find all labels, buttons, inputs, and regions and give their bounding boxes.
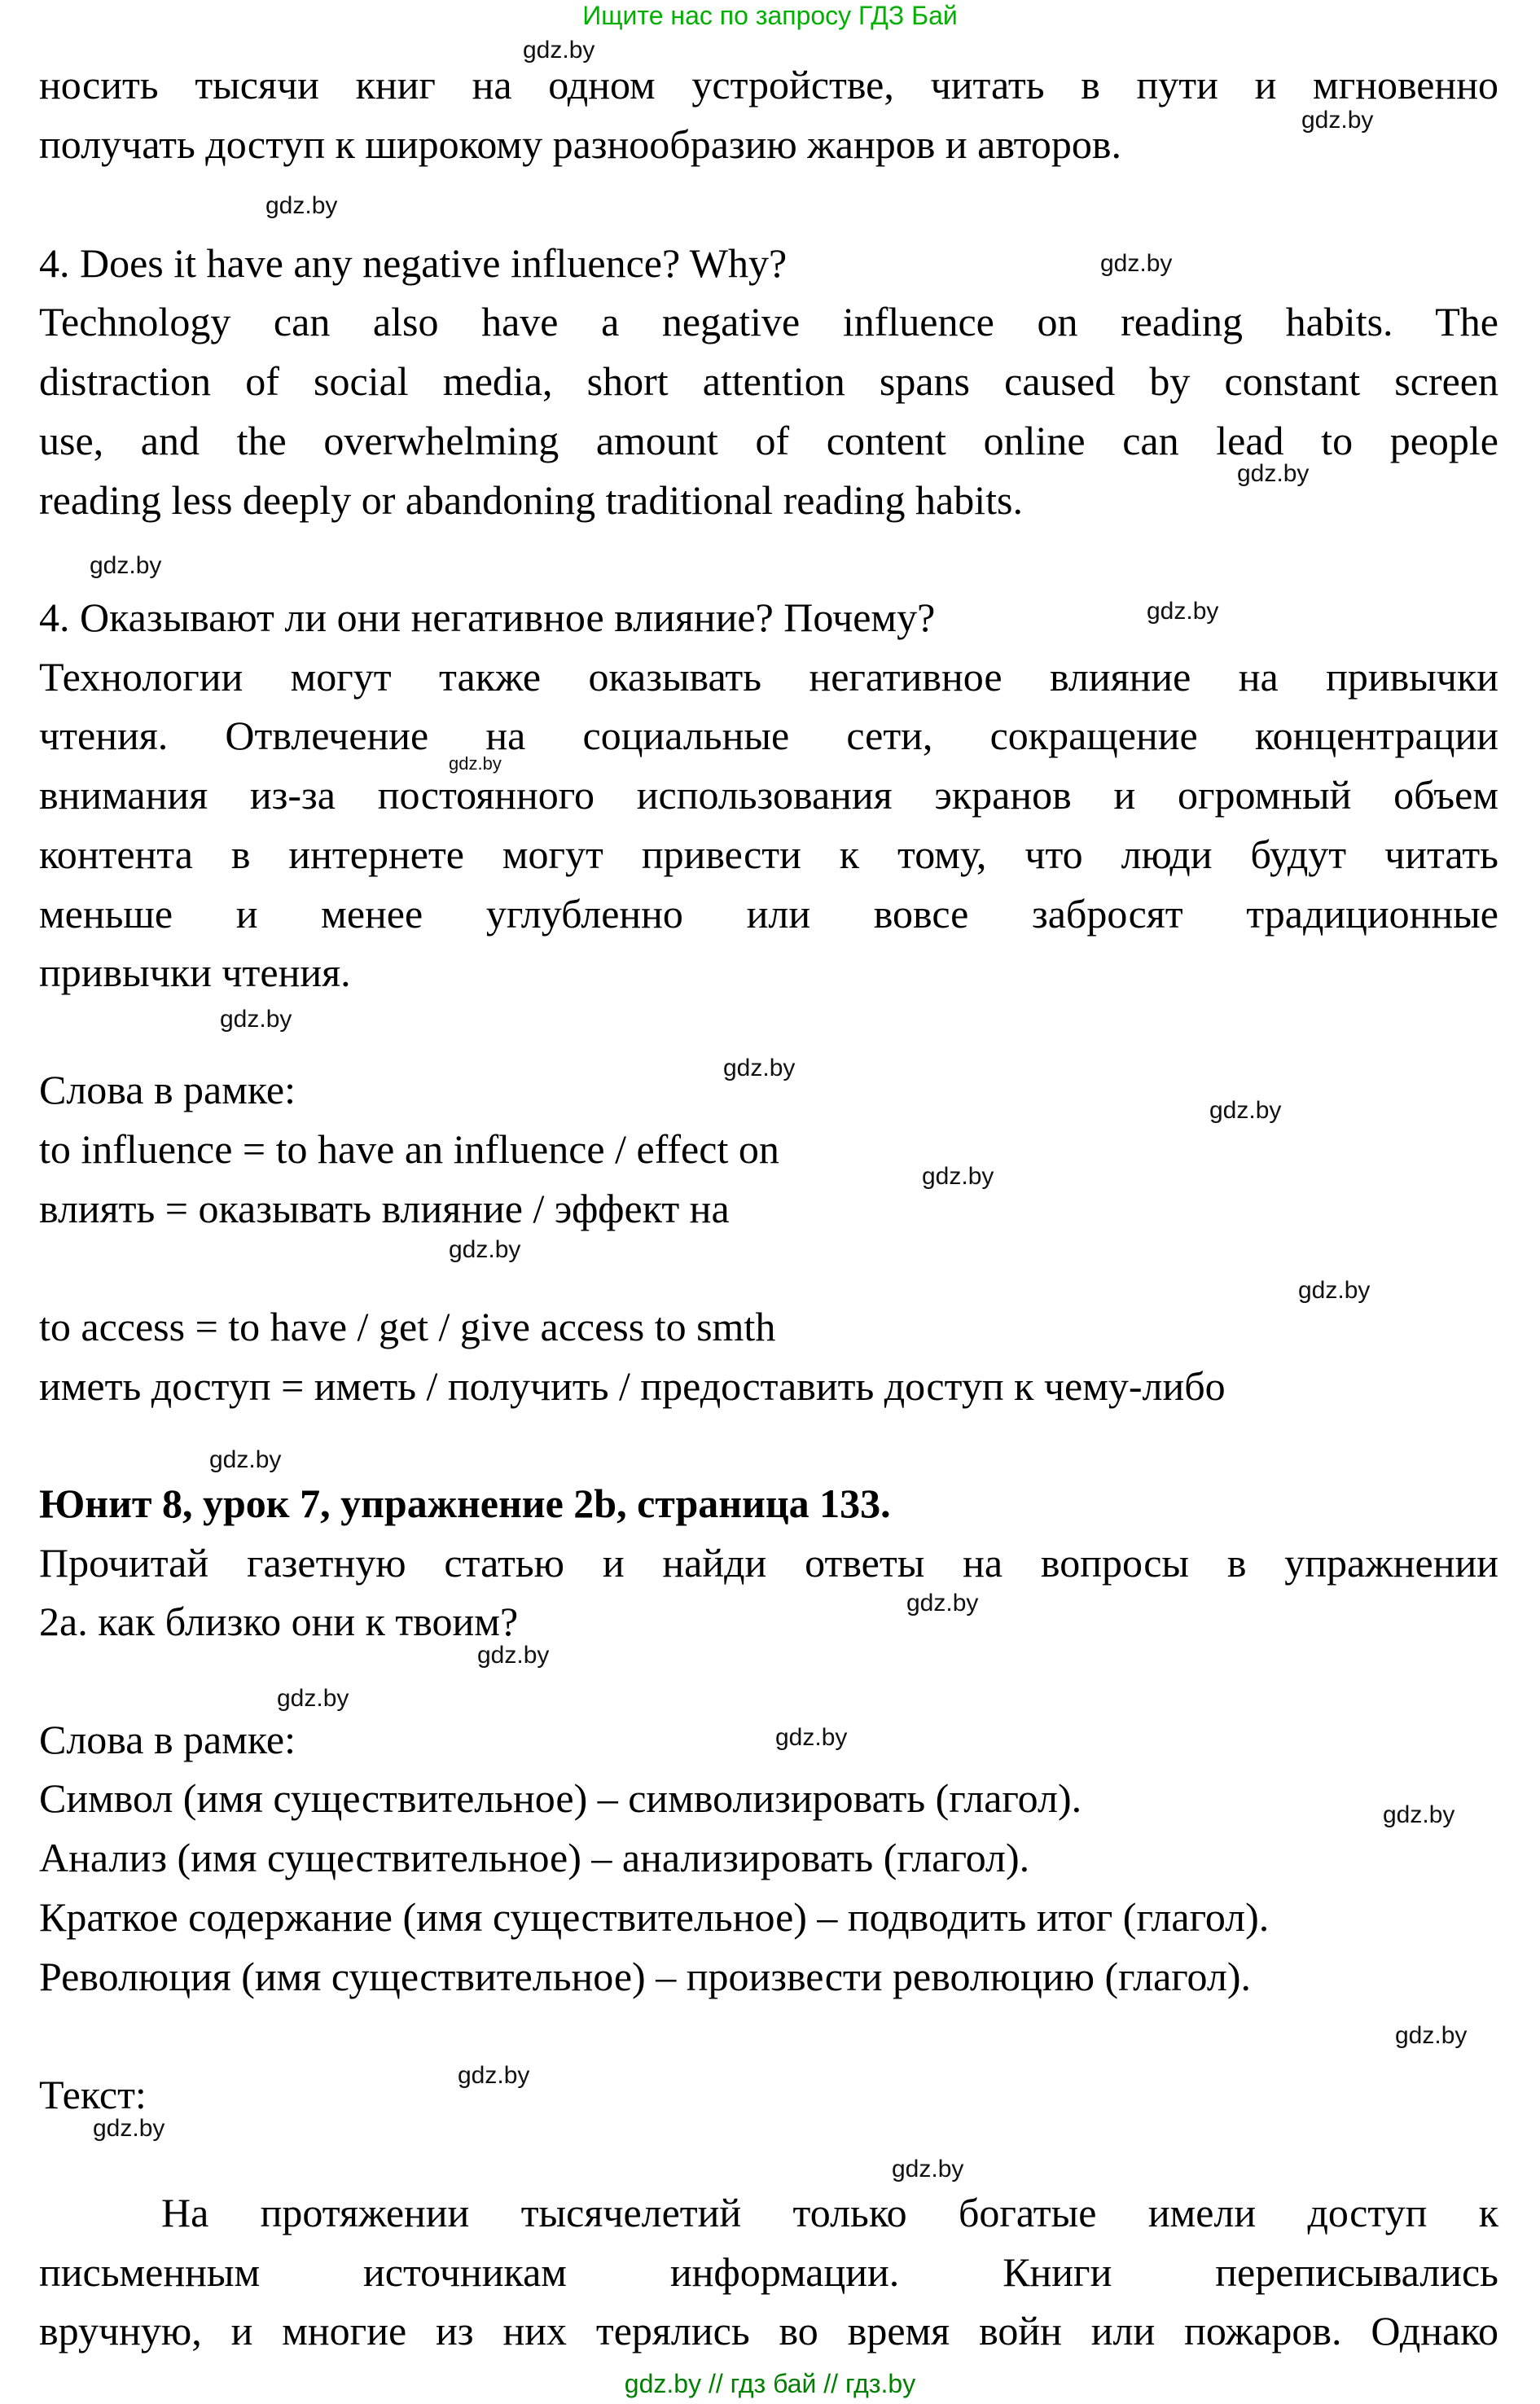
watermark: gdz.by — [523, 37, 595, 64]
vocab-line: влиять = оказывать влияние / эффект на — [39, 1186, 730, 1231]
question-heading: 4. Оказывают ли они негативное влияние? Почему? — [39, 594, 936, 640]
bottom-banner: gdz.by // гдз бай // гдз.by — [624, 2369, 916, 2398]
text-line: distraction of social media, short attention spans caused by constant screen — [39, 358, 1498, 404]
vocab-line: Анализ (имя существительное) – анализировать (глагол). — [39, 1835, 1030, 1880]
text-line: письменным источникам информации. Книги переписывались — [39, 2249, 1498, 2295]
watermark: gdz.by — [277, 1685, 349, 1712]
watermark: gdz.by — [892, 2156, 964, 2182]
watermark: gdz.by — [1395, 2022, 1468, 2049]
watermark: gdz.by — [265, 192, 338, 219]
watermark: gdz.by — [93, 2115, 165, 2142]
vocab-line: Краткое содержание (имя существительное) – подводить итог (глагол). — [39, 1894, 1270, 1940]
question-heading: 4. Does it have any negative influence? Why? — [39, 240, 788, 286]
watermark: gdz.by — [906, 1590, 979, 1617]
vocab-line: иметь доступ = иметь / получить / предоставить доступ к чему-либо — [39, 1363, 1226, 1409]
text-line: На протяжении тысячелетий только богатые имели доступ к — [161, 2190, 1498, 2235]
text-line: привычки чтения. — [39, 950, 351, 995]
watermark: gdz.by — [449, 753, 502, 774]
watermark: gdz.by — [1209, 1097, 1282, 1124]
watermark: gdz.by — [1383, 1801, 1455, 1828]
task-line: Прочитай газетную статью и найди ответы на вопросы в упражнении — [39, 1540, 1498, 1586]
watermark: gdz.by — [723, 1055, 796, 1081]
text-line: носить тысячи книг на одном устройстве, читать в пути и мгновенно — [39, 62, 1498, 107]
watermark: gdz.by — [775, 1724, 848, 1751]
words-box-label: Слова в рамке: — [39, 1717, 296, 1762]
text-line: use, and the overwhelming amount of content online can lead to people — [39, 418, 1498, 463]
text-line: чтения. Отвлечение на социальные сети, сокращение концентрации — [39, 713, 1498, 758]
watermark: gdz.by — [220, 1006, 292, 1033]
vocab-line: to influence = to have an influence / effect on — [39, 1126, 779, 1172]
vocab-line: to access = to have / get / give access to smth — [39, 1304, 776, 1349]
watermark: gdz.by — [90, 552, 162, 579]
words-box-label: Слова в рамке: — [39, 1067, 296, 1112]
watermark: gdz.by — [209, 1446, 282, 1473]
text-label: Текст: — [39, 2072, 147, 2117]
top-banner: Ищите нас по запросу ГДЗ Бай — [582, 1, 958, 30]
text-line: меньше и менее углубленно или вовсе забросят традиционные — [39, 891, 1498, 937]
watermark: gdz.by — [477, 1642, 550, 1669]
task-line: 2a. как близко они к твоим? — [39, 1599, 519, 1644]
vocab-line: Революция (имя существительное) – произвести революцию (глагол). — [39, 1954, 1251, 1999]
section-title: Юнит 8, урок 7, упражнение 2b, страница 133. — [39, 1481, 891, 1526]
watermark: gdz.by — [1237, 460, 1310, 487]
text-line: Technology can also have a negative influence on reading habits. The — [39, 299, 1498, 344]
watermark: gdz.by — [1301, 107, 1374, 134]
text-line: reading less deeply or abandoning traditional reading habits. — [39, 477, 1023, 523]
text-line: вручную, и многие из них терялись во время войн или пожаров. Однако — [39, 2308, 1498, 2354]
vocab-line: Символ (имя существительное) – символизировать (глагол). — [39, 1775, 1082, 1821]
text-line: Технологии могут также оказывать негативное влияние на привычки — [39, 654, 1498, 700]
watermark: gdz.by — [922, 1163, 994, 1190]
text-line: получать доступ к широкому разнообразию жанров и авторов. — [39, 121, 1121, 167]
text-line: внимания из-за постоянного использования экранов и огромный объем — [39, 772, 1498, 818]
text-line: контента в интернете могут привести к тому, что люди будут читать — [39, 831, 1498, 877]
watermark: gdz.by — [458, 2062, 530, 2089]
watermark: gdz.by — [1298, 1277, 1371, 1304]
watermark: gdz.by — [1100, 250, 1173, 277]
watermark: gdz.by — [449, 1236, 521, 1263]
watermark: gdz.by — [1147, 598, 1219, 625]
